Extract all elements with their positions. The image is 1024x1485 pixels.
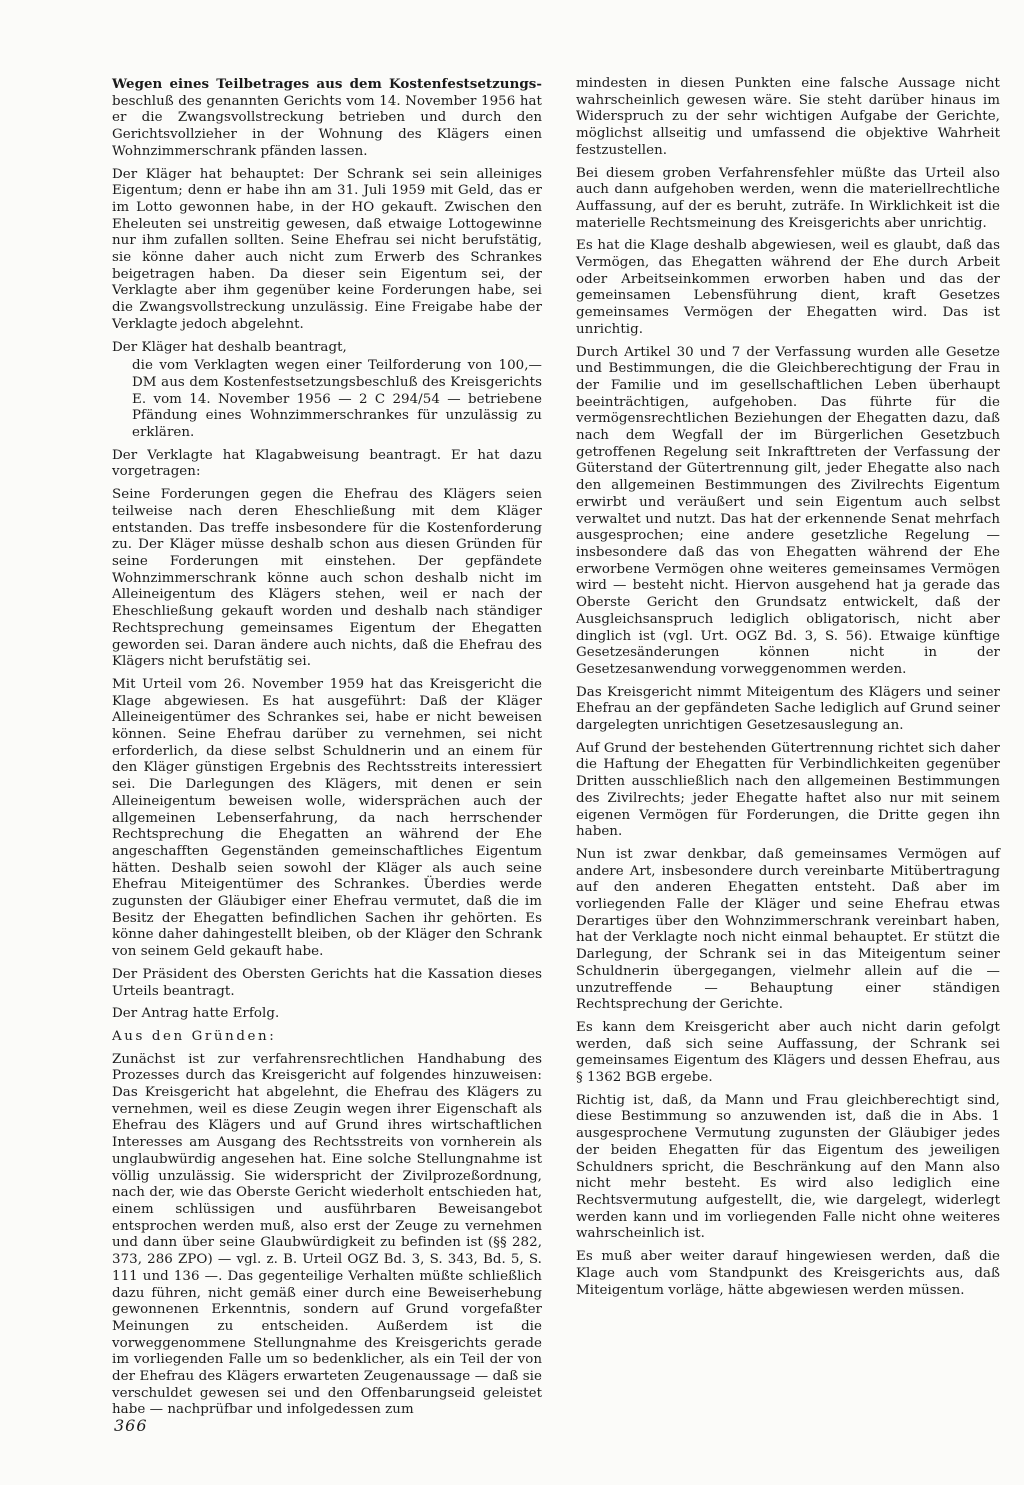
paragraph: Der Kläger hat behauptet: Der Schrank sei sein alleiniges Eigentum; denn er habe ihn am 31. Juli 1959 mit Geld, das er im Lotto gewonnen habe, in der HO gekauft. Zwischen den Eheleuten sei unstreitig gewesen, daß etwaige Lottogewinne nur ihm zufallen sollten. Seine Ehefrau sei nicht berufstätig, sie könne daher auch nicht zum Erwerb des Schrankes beigetragen haben. Da dieser sein Eigentum sei, der Verklagte aber ihm gegenüber keine Forderungen habe, sei die Zwangsvollstreckung unzulässig. Eine Freigabe habe der Verklagte jedoch abgelehnt. [112, 166, 542, 332]
paragraph: Auf Grund der bestehenden Gütertrennung richtet sich daher die Haftung der Ehegatten für Verbindlichkeiten gegenüber Dritten ausschließlich nach den allgemeinen Bestimmungen des Zivilrechts; jeder Ehegatte haftet also nur mit seinem eigenen Vermögen für Forderungen, die Dritte gegen ihn haben. [576, 740, 1000, 840]
paragraph: Der Antrag hatte Erfolg. [112, 1006, 280, 1022]
paragraph: Nun ist zwar denkbar, daß gemeinsames Vermögen auf andere Art, insbesondere durch vereinbarte Mitübertragung auf den anderen Ehegatten entsteht. Daß aber im vorliegenden Falle der Kläger und seine Ehefrau etwas Derartiges über den Wohnzimmerschrank vereinbart haben, hat der Verklagte noch nicht einmal behauptet. Er stützt die Darlegung, der Schrank sei in das Miteigentum seiner Schuldnerin übergegangen, vielmehr allein auf die — unzutreffende — Behauptung einer ständigen Rechtsprechung der Gerichte. [576, 846, 1000, 1013]
paragraph: Mit Urteil vom 26. November 1959 hat das Kreisgericht die Klage abgewiesen. Es hat ausgeführt: Daß der Kläger Alleineigentümer des Schrankes sei, habe er nicht beweisen können. Seine Ehefrau darüber zu vernehmen, sei nicht erforderlich, da diese selbst Schuldnerin und an einem für den Kläger günstigen Ergebnis des Rechtsstreits interessiert sei. Die Darlegungen des Klägers, mit denen er sein Alleineigentum beweisen wolle, widersprächen auch der allgemeinen Lebenserfahrung, da nach herrschender Rechtsprechung die Ehegatten an während der Ehe angeschafften Gegenständen gemeinschaftliches Eigentum hätten. Deshalb seien sowohl der Kläger als auch seine Ehefrau Miteigentümer des Schrankes. Überdies werde zugunsten der Gläubiger einer Ehefrau vermutet, daß die im Besitz der Ehegatten befindlichen Sachen ihr gehörten. Es könne daher dahingestellt bleiben, ob der Kläger den Schrank von seinem Geld gekauft habe. [112, 676, 542, 960]
paragraph: Seine Forderungen gegen die Ehefrau des Klägers seien teilweise nach deren Eheschließung mit dem Kläger entstanden. Das treffe insbesondere für die Kostenforderung zu. Der Kläger müsse deshalb schon aus diesen Gründen für seine Forderungen mit einstehen. Der gepfändete Wohnzimmerschrank könne auch schon deshalb nicht im Alleineigentum des Klägers stehen, weil er nach der Eheschließung gekauft worden und deshalb nach ständiger Rechtsprechung gemeinsames Eigentum der Ehegatten geworden sei. Daran ändere auch nichts, daß die Ehefrau des Klägers nicht berufstätig sei. [112, 487, 542, 670]
paragraph: Der Präsident des Obersten Gerichts hat die Kassation dieses Urteils beantragt. [112, 966, 542, 999]
page-number: 366 [114, 1416, 148, 1435]
paragraph: Das Kreisgericht nimmt Miteigentum des Klägers und seiner Ehefrau an der gepfändeten Sache lediglich auf Grund seiner dargelegten unrichtigen Gesetzesauslegung an. [576, 684, 1000, 734]
left-column [112, 76, 542, 1425]
paragraph: Durch Artikel 30 und 7 der Verfassung wurden alle Gesetze und Bestimmungen, die die Gleichberechtigung der Frau in der Familie und im gesellschaftlichen Leben überhaupt beeinträchtigen, aufgehoben. Das führte für die vermögensrechtlichen Beziehungen der Ehegatten dazu, daß nach dem Wegfall der im Bürgerlichen Gesetzbuch getroffenen Regelung seit Inkrafttreten der Verfassung der Güterstand der Gütertrennung gilt, jeder Ehegatte also nach den allgemeinen Bestimmungen des Zivilrechts Eigentum erwirbt und veräußert und sein Eigentum auch selbst verwaltet und nutzt. Das hat der erkennende Senat mehrfach ausgesprochen; eine andere gesetzliche Regelung — insbesondere daß das von Ehegatten während der Ehe erworbene Vermögen ohne weiteres gemeinsames Vermögen wird — besteht nicht. Hiervon ausgehend hat ja gerade das Oberste Gericht den Grundsatz entwickelt, daß der Ausgleichsanspruch lediglich obligatorisch, nicht aber dinglich ist (vgl. Urt. OGZ Bd. 3, S. 56). Etwaige künftige Gesetzesänderungen können nicht in der Gesetzesanwendung vorweggenommen werden. [576, 344, 1000, 677]
paragraph: Bei diesem groben Verfahrensfehler müßte das Urteil also auch dann aufgehoben werden, wenn die materiellrechtliche Auffassung, auf der es beruht, zuträfe. In Wirklichkeit ist die materielle Rechtsmeinung des Kreisgerichts aber unrichtig. [576, 165, 1000, 231]
right-column [576, 76, 1000, 1305]
paragraph-text: beschluß des genannten Gerichts vom 14. November 1956 hat er die Zwangsvollstreckung betrieben und durch den Gerichtsvollzieher in der Wohnung des Klägers einen Wohnzimmerschrank pfänden lassen. [112, 93, 542, 159]
paragraph: Es muß aber weiter darauf hingewiesen werden, daß die Klage auch vom Standpunkt des Kreisgerichts aus, daß Miteigentum vorläge, hätte abgewiesen werden müssen. [576, 1249, 1000, 1298]
paragraph: Es kann dem Kreisgericht aber auch nicht darin gefolgt werden, daß sich seine Auffassung, der Schrank sei gemeinsames Eigentum des Klägers und dessen Ehefrau, aus § 1362 BGB ergebe. [576, 1019, 1000, 1086]
paragraph: mindesten in diesen Punkten eine falsche Aussage nicht wahrscheinlich gewesen wäre. Sie steht darüber hinaus im Widerspruch zu der sehr wichtigen Aufgabe der Gerichte, möglichst allseitig und umfassend die objektive Wahrheit festzustellen. [576, 76, 1000, 158]
quoted-motion: die vom Verklagten wegen einer Teilforderung von 100,— DM aus dem Kostenfestsetzungsbeschluß des Kreisgerichts E. vom 14. November 1956 — 2 C 294/54 — betriebene Pfändung eines Wohnzimmerschrankes für unzulässig zu erklären. [132, 358, 542, 441]
paragraph-lead: Wegen eines Teilbetrages aus dem Kostenfestsetzungs- [112, 76, 542, 92]
section-heading: Aus den Gründen: [112, 1028, 277, 1044]
paragraph: Der Kläger hat deshalb beantragt, [112, 339, 347, 355]
paragraph: Es hat die Klage deshalb abgewiesen, weil es glaubt, daß das Vermögen, das Ehegatten während der Ehe durch Arbeit oder Arbeitseinkommen erworben haben und das der gemeinsamen Lebensführung dient, kraft Gesetzes gemeinsames Vermögen der Ehegatten wird. Das ist unrichtig. [576, 238, 1000, 337]
paragraph [112, 76, 542, 161]
paragraph: Der Verklagte hat Klagabweisung beantragt. Er hat dazu vorgetragen: [112, 447, 542, 480]
paragraph: Richtig ist, daß, da Mann und Frau gleichberechtigt sind, diese Bestimmung so anzuwenden ist, daß die in Abs. 1 ausgesprochene Vermutung zugunsten der Gläubiger jedes der beiden Ehegatten für das Eigentum des jeweiligen Schuldners spricht, die Beschränkung auf den Mann also nicht mehr besteht. Es wird also lediglich eine Rechtsvermutung aufgestellt, die, wie dargelegt, widerlegt werden kann und im vorliegenden Falle nicht ohne weiteres wahrscheinlich ist. [576, 1092, 1000, 1242]
paragraph: Zunächst ist zur verfahrensrechtlichen Handhabung des Prozesses durch das Kreisgericht auf folgendes hinzuweisen: Das Kreisgericht hat abgelehnt, die Ehefrau des Klägers zu vernehmen, weil es diese Zeugin wegen ihrer Eigenschaft als Ehefrau des Klägers und auf Grund ihres wirtschaftlichen Interesses am Ausgang des Rechtsstreits von vornherein als unglaubwürdig angesehen hat. Eine solche Stellungnahme ist völlig unzulässig. Sie widerspricht der Zivilprozeßordnung, nach der, wie das Oberste Gericht wiederholt entschieden hat, einem schlüssigen und ausführbaren Beweisangebot entsprochen werden muß, also erst der Zeuge zu vernehmen und dann über seine Glaubwürdigkeit zu befinden ist (§§ 282, 373, 286 ZPO) — vgl. z. B. Urteil OGZ Bd. 3, S. 343, Bd. 5, S. 111 und 136 —. Das gegenteilige Verhalten müßte schließlich dazu führen, nicht gemäß einer durch eine Beweiserhebung gewonnenen Erkenntnis, sondern auf Grund vorgefaßter Meinungen zu entscheiden. Außerdem ist die vorweggenommene Stellungnahme des Kreisgerichts gerade im vorliegenden Falle um so bedenklicher, als ein Teil der von der Ehefrau des Klägers erwarteten Zeugenaussage — daß sie verschuldet gewesen sei und den Offenbarungseid geleistet habe — nachprüfbar und infolgedessen zum [112, 1051, 542, 1418]
